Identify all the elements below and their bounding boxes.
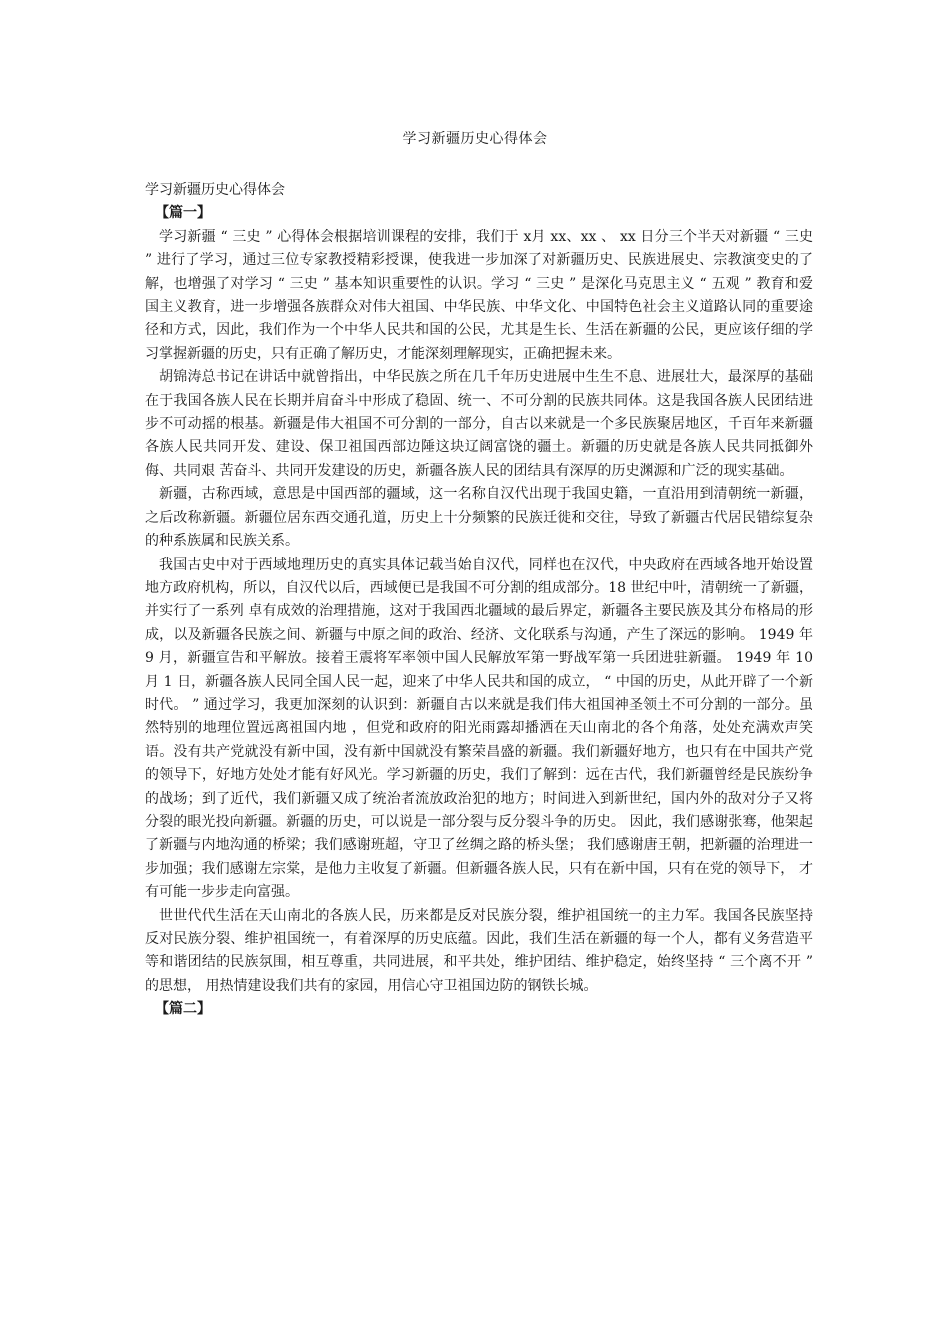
paragraph: 胡锦涛总书记在讲话中就曾指出，中华民族之所在几千年历史进展中生生不息、进展壮大，最深厚的基础在于我国各族人民在长期并肩奋斗中形成了稳固、统一、不可分割的民族共同体。这是我国各族人民团结进步不可动摇的根基。新疆是伟大祖国不可分割的一部分，自古以来就是一个多民族聚居地区，千百年来新疆各族人民共同开发、建设、保卫祖国西部边陲这块辽阔富饶的疆土。新疆的历史就是各族人民共同抵御外侮、共同艰 苦奋斗、共同开发建设的历史，新疆各族人民的团结具有深厚的历史渊源和广泛的现实基础。	[145, 369, 813, 479]
document-title: 学习新疆历史心得体会	[402, 131, 548, 147]
section-label-1: 【篇一】	[155, 205, 211, 222]
document-body	[145, 179, 813, 1022]
paragraph: 我国古史中对于西域地理历史的真实具体记载当始自汉代，同样也在汉代，中央政府在西域各地开始设置地方政府机构，所以，自汉代以后，西域便已是我国不可分割的组成部分。18 世纪中叶，清朝统一了新疆，并实行了一系列 卓有成效的治理措施，这对于我国西北疆域的最后界定，新疆各主要民族及其分布格局的形成，以及新疆各民族之间、新疆与中原之间的政治、经济、文化联系与沟通，产生了深远的影响。 1949 年 9 月，新疆宣告和平解放。接着王震将军率领中国人民解放军第一野战军第一兵团进驻新疆。 1949 年 10 月 1 日，新疆各族人民同全国人民一起，迎来了中华人民共和国的成立， “ 中国的历史，从此开辟了一个新时代。 ” 通过学习，我更加深刻的认识到：新疆自古以来就是我们伟大祖国神圣领土不可分割的一部分。虽然特别的地理位置远离祖国内地 ，但党和政府的阳光雨露却播洒在天山南北的各个角落，处处充满欢声笑语。没有共产党就没有新中国，没有新中国就没有繁荣昌盛的新疆。我们新疆好地方，也只有在中国共产党的领导下，好地方处处才能有好风光。学习新疆的历史，我们了解到：远在古代，我们新疆曾经是民族纷争的战场；到了近代，我们新疆又成了统治者流放政治犯的地方；时间进入到新世纪，国内外的敌对分子又将分裂的眼光投向新疆。新疆的历史，可以说是一部分裂与反分裂斗争的历史。 因此，我们感谢张骞，他架起了新疆与内地沟通的桥梁；我们感谢班超，守卫了丝绸之路的桥头堡； 我们感谢唐王朝，把新疆的治理进一步加强；我们感谢左宗棠，是他力主收复了新疆。但新疆各族人民，只有在新中国，只有在党的领导下， 才有可能一步步走向富强。	[145, 556, 813, 901]
section-label-2: 【篇二】	[155, 1001, 211, 1018]
paragraph: 世世代代生活在天山南北的各族人民，历来都是反对民族分裂，维护祖国统一的主力军。我国各民族坚持反对民族分裂、维护祖国统一，有着深厚的历史底蕴。因此，我们生活在新疆的每一个人，都有义务营造平等和谐团结的民族氛围，相互尊重，共同进展，和平共处，维护团结、维护稳定，始终坚持 “ 三个离不开 ” 的思想， 用热情建设我们共有的家园，用信心守卫祖国边防的钢铁长城。	[145, 907, 813, 994]
document-subtitle: 学习新疆历史心得体会	[145, 182, 285, 198]
paragraph: 新疆，古称西域，意思是中国西部的疆域，这一名称自汉代出现于我国史籍，一直沿用到清朝统一新疆，之后改称新疆。新疆位居东西交通孔道，历史上十分频繁的民族迁徙和交往，导致了新疆古代居民错综复杂的种系族属和民族关系。	[145, 486, 813, 550]
paragraph: 学习新疆 “ 三史 ” 心得体会根据培训课程的安排，我们于 x月 xx、xx 、 xx 日分三个半天对新疆 “ 三史 ” 进行了学习，通过三位专家教授精彩授课，使我进一步加深了对新疆历史、民族进展史、宗教演变史的了解，也增强了对学习 “ 三史 ” 基本知识重要性的认识。学习 “ 三史 ” 是深化马克思主义 “ 五观 ” 教育和爱国主义教育，进一步增强各族群众对伟大祖国、中华民族、中华文化、中国特色社会主义道路认同的重要途径和方式，因此，我们作为一个中华人民共和国的公民，尤其是生长、生活在新疆的公民，更应该仔细的学习掌握新疆的历史，只有正确了解历史，才能深刻理解现实，正确把握未来。	[145, 228, 813, 362]
